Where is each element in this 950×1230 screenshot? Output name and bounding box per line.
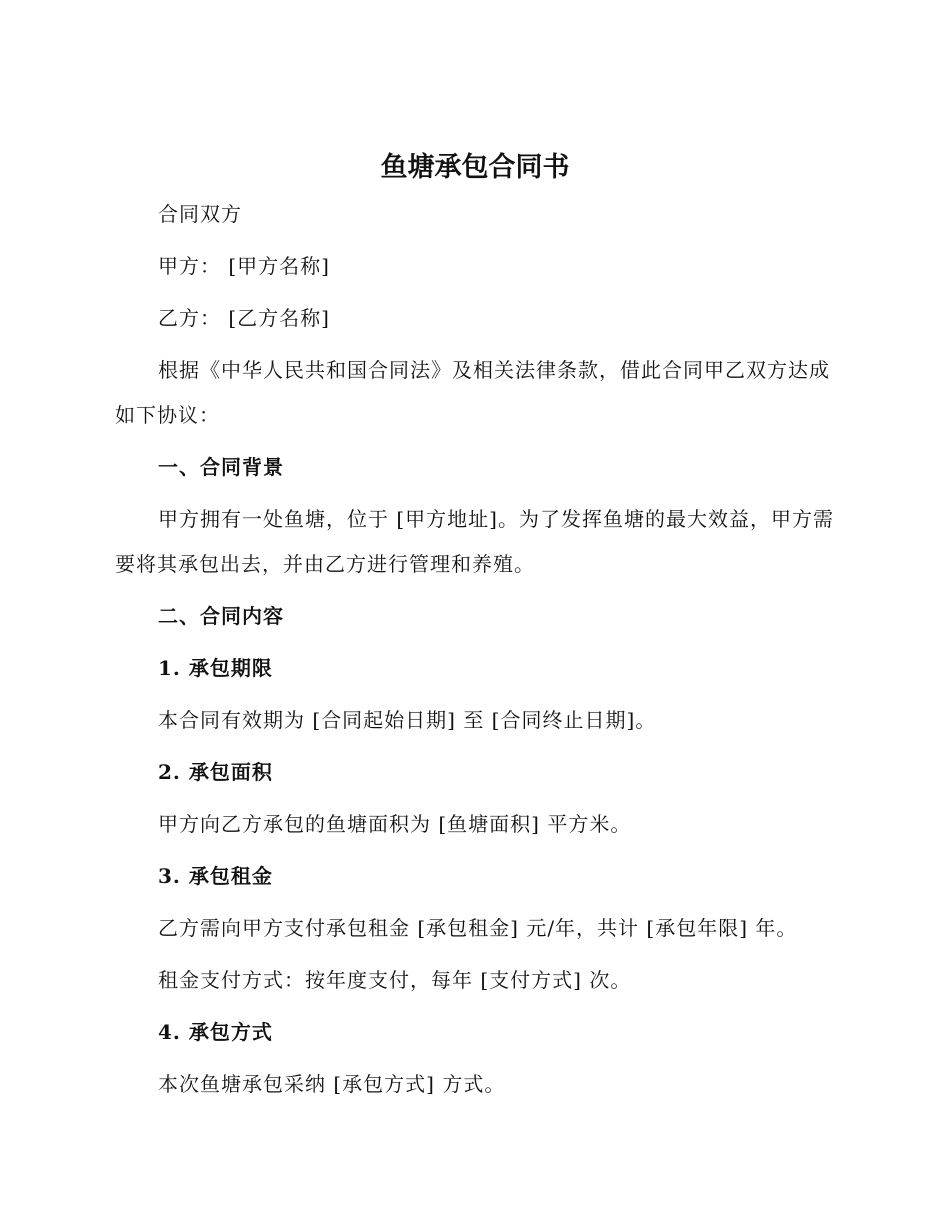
clause-text-rent-amount: 乙方需向甲方支付承包租金 [承包租金] 元/年，共计 [承包年限] 年。 (158, 916, 798, 940)
document-body (115, 192, 835, 1114)
clause-heading-rent: 3. 承包租金 (158, 864, 273, 888)
clause-text-area: 甲方向乙方承包的鱼塘面积为 [鱼塘面积] 平方米。 (158, 812, 632, 836)
document-title: 鱼塘承包合同书 (380, 152, 570, 183)
clause-text-term: 本合同有效期为 [合同起始日期] 至 [合同终止日期]。 (158, 708, 657, 732)
preamble-paragraph: 根据《中华人民共和国合同法》及相关法律条款，借此合同甲乙双方达成如下协议： (115, 358, 830, 427)
party-a-line: 甲方： [甲方名称] (158, 254, 330, 278)
party-b-line: 乙方： [乙方名称] (158, 306, 330, 330)
parties-label: 合同双方 (158, 202, 242, 226)
section-background-text: 甲方拥有一处鱼塘，位于 [甲方地址]。为了发挥鱼塘的最大效益，甲方需要将其承包出去，并由乙方进行管理和养殖。 (115, 507, 834, 576)
clause-heading-term: 1. 承包期限 (158, 656, 273, 680)
clause-heading-method: 4. 承包方式 (158, 1020, 273, 1044)
section-heading-content: 二、合同内容 (158, 604, 284, 628)
clause-heading-area: 2. 承包面积 (158, 760, 273, 784)
section-heading-background: 一、合同背景 (158, 455, 284, 479)
clause-text-method: 本次鱼塘承包采纳 [承包方式] 方式。 (158, 1072, 506, 1096)
clause-text-rent-payment: 租金支付方式：按年度支付，每年 [支付方式] 次。 (158, 968, 632, 992)
